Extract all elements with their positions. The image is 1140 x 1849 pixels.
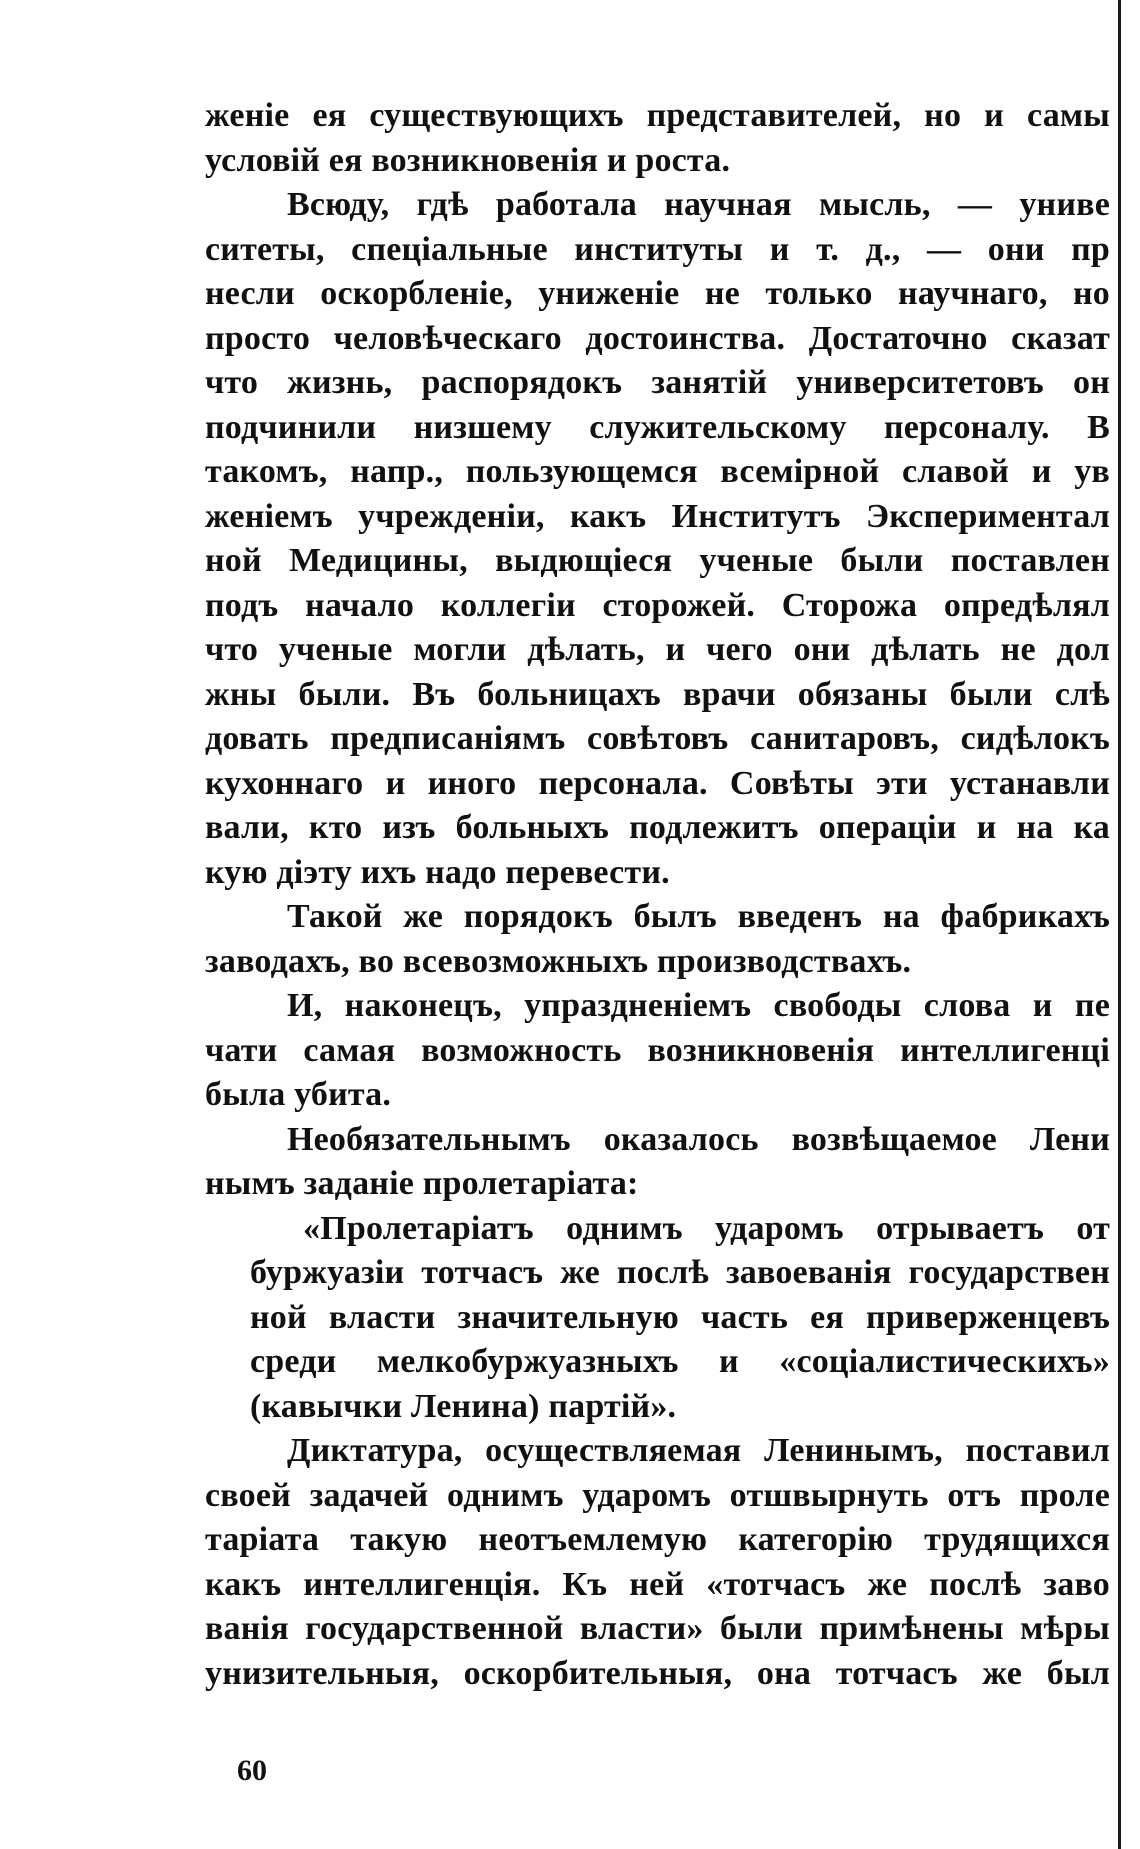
text-line: женіе ея существующихъ представителей, но и самы <box>205 97 1110 134</box>
text-line: что ученые могли дѣлать, и чего они дѣлать не дол <box>205 631 1110 668</box>
text-line: несли оскорбленіе, униженіе не только научнаго, но <box>205 275 1110 312</box>
text-line: Такой же порядокъ былъ введенъ на фабрикахъ <box>287 898 1110 935</box>
text-line: довать предписаніямъ совѣтовъ санитаровъ, сидѣлокъ <box>205 720 1110 757</box>
text-line: просто человѣческаго достоинства. Достаточно сказат <box>205 319 1110 357</box>
page-edge-line <box>1118 0 1121 1849</box>
text-line: нымъ заданіе пролетаріата: <box>205 1165 639 1202</box>
text-line: Всюду, гдѣ работала научная мысль, — униве <box>287 186 1110 223</box>
text-line: «Пролетаріатъ однимъ ударомъ отрываетъ от <box>303 1209 1110 1247</box>
text-line: какъ интеллигенція. Къ ней «тотчасъ же послѣ заво <box>205 1565 1110 1603</box>
text-line: унизительныя, оскорбительныя, она тотчасъ же был <box>205 1654 1110 1692</box>
text-line: ной власти значительную часть ея приверженцевъ <box>250 1298 1110 1336</box>
text-line: такомъ, напр., пользующемся всемірной славой и ув <box>205 453 1110 490</box>
text-line: буржуазіи тотчасъ же послѣ завоеванія государствен <box>250 1254 1110 1291</box>
text-line: таріата такую неотъемлемую категорію трудящихся <box>205 1521 1110 1558</box>
text-line: была убита. <box>205 1076 392 1113</box>
text-line: ситеты, спеціальные институты и т. д., — они пр <box>205 230 1110 268</box>
text-line: Необязательнымъ оказалось возвѣщаемое Лени <box>287 1120 1110 1158</box>
text-line: ной Медицины, выдющіеся ученые были поставлен <box>205 542 1110 579</box>
text-line: женіемъ учрежденіи, какъ Институтъ Экспериментал <box>205 497 1110 535</box>
body-text <box>205 94 1110 1696</box>
text-line: вали, кто изъ больныхъ подлежитъ операціи и на ка <box>205 809 1110 846</box>
page-number: 60 <box>237 1754 267 1787</box>
text-line: своей задачей однимъ ударомъ отшвырнуть отъ проле <box>205 1476 1110 1514</box>
text-line: подчинили низшему служительскому персоналу. В <box>205 408 1110 446</box>
text-line: И, наконецъ, упраздненіемъ свободы слова и пе <box>287 987 1110 1024</box>
text-line: подъ начало коллегіи сторожей. Сторожа опредѣлял <box>205 586 1110 624</box>
text-line: что жизнь, распорядокъ занятій университетовъ он <box>205 364 1110 401</box>
text-line: кую діэту ихъ надо перевести. <box>205 853 670 891</box>
text-line: условій ея возникновенія и роста. <box>205 141 731 179</box>
text-line: кухоннаго и иного персонала. Совѣты эти устанавли <box>205 764 1110 802</box>
text-line: ванія государственной власти» были примѣнены мѣры <box>205 1610 1110 1647</box>
text-line: жны были. Въ больницахъ врачи обязаны были слѣ <box>205 675 1110 713</box>
text-line: среди мелкобуржуазныхъ и «соціалистическихъ» <box>250 1343 1110 1380</box>
text-line: заводахъ, во всевозможныхъ производствахъ. <box>205 942 912 980</box>
text-line: Диктатура, осуществляемая Ленинымъ, поставил <box>287 1432 1110 1469</box>
text-line: чати самая возможность возникновенія интеллигенці <box>205 1031 1110 1069</box>
text-line: (кавычки Ленина) партій». <box>250 1387 677 1425</box>
